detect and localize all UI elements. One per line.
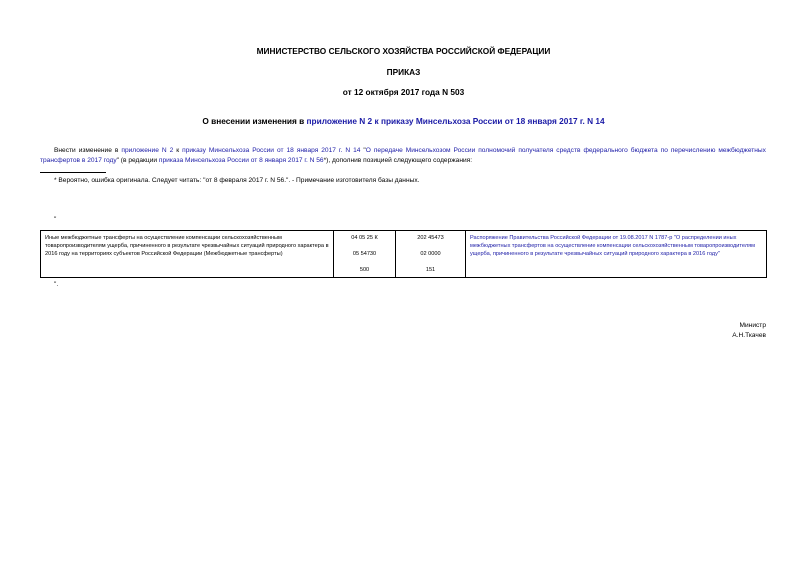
body-text: Внести изменение в xyxy=(54,147,122,154)
code-value: 02 0000 xyxy=(420,251,441,257)
body-text: " (в редакции xyxy=(116,156,159,164)
title-prefix: О внесении изменения в xyxy=(202,116,307,126)
table-cell-codes-1 xyxy=(334,231,396,278)
ministry-heading: МИНИСТЕРСТВО СЕЛЬСКОГО ХОЗЯЙСТВА РОССИЙСКОЙ ФЕДЕРАЦИИ xyxy=(256,46,551,56)
table-cell-description xyxy=(41,231,334,278)
table-cell-basis xyxy=(466,231,767,278)
decree-link[interactable]: Распоряжение Правительства Российской Федерации от 19.08.2017 N 1787-р xyxy=(470,235,673,241)
code-value: 500 xyxy=(359,267,370,273)
appendix-link[interactable]: приложение N 2 xyxy=(121,147,174,154)
code-value: 151 xyxy=(425,267,436,273)
body-text: *), дополнив позицией следующего содержания: xyxy=(323,156,473,164)
quote-close: ". xyxy=(54,281,59,288)
title-link[interactable]: приложение N 2 к приказу Минсельхоза России от 18 января 2017 г. N 14 xyxy=(306,116,605,126)
decree-title[interactable]: "О распределении иных межбюджетных трансфертов на осуществление компенсации сельскохозяйственным товаропроизводителям ущерба, причиненного в результате чрезвычайных ситуаций природного характера в 2016 году" xyxy=(470,235,755,257)
body-text: " xyxy=(360,147,366,154)
order-title-link[interactable]: О передаче Минсельхозом России полномочий получателя средств федерального бюджета по перечислению межбюджетных трансфертов в 2017 году xyxy=(40,147,766,164)
signature-position: Министр xyxy=(739,322,766,329)
code-value: 202 45473 xyxy=(417,235,444,241)
body-text: к xyxy=(173,147,183,154)
quote-open: " xyxy=(54,216,57,223)
footnote: * Вероятно, ошибка оригинала. Следует читать: "от 8 февраля 2017 г. N 56.". - Примечание изготовителя базы данных. xyxy=(54,177,420,184)
table-cell-codes-2 xyxy=(396,231,466,278)
amending-order-link[interactable]: приказа Минсельхоза России от 8 января 2017 г. N 56 xyxy=(158,156,324,164)
footnote-divider xyxy=(40,172,106,173)
date-number-heading: от 12 октября 2017 года N 503 xyxy=(342,87,465,97)
code-value: 04 05 25 К xyxy=(351,235,378,241)
doc-type-heading: ПРИКАЗ xyxy=(386,67,421,77)
order-link[interactable]: приказу Минсельхоза России от 18 января 2017 г. N 14 xyxy=(182,147,361,154)
description-text: Иные межбюджетные трансферты на осуществление компенсации сельскохозяйственным товаропроизводителям ущерба, причиненного в результате чрезвычайных ситуаций природного характера в 2016 году на территориях субъектов Российской Федерации (Межбюджетные трансферты) xyxy=(45,235,329,257)
code-value: 05 54730 xyxy=(352,251,377,257)
document-title xyxy=(0,116,807,126)
basis-text xyxy=(466,231,766,261)
table-row xyxy=(41,231,767,278)
body-paragraph xyxy=(40,146,766,165)
budget-table xyxy=(40,230,767,278)
signature-name: А.Н.Ткачев xyxy=(732,332,766,339)
